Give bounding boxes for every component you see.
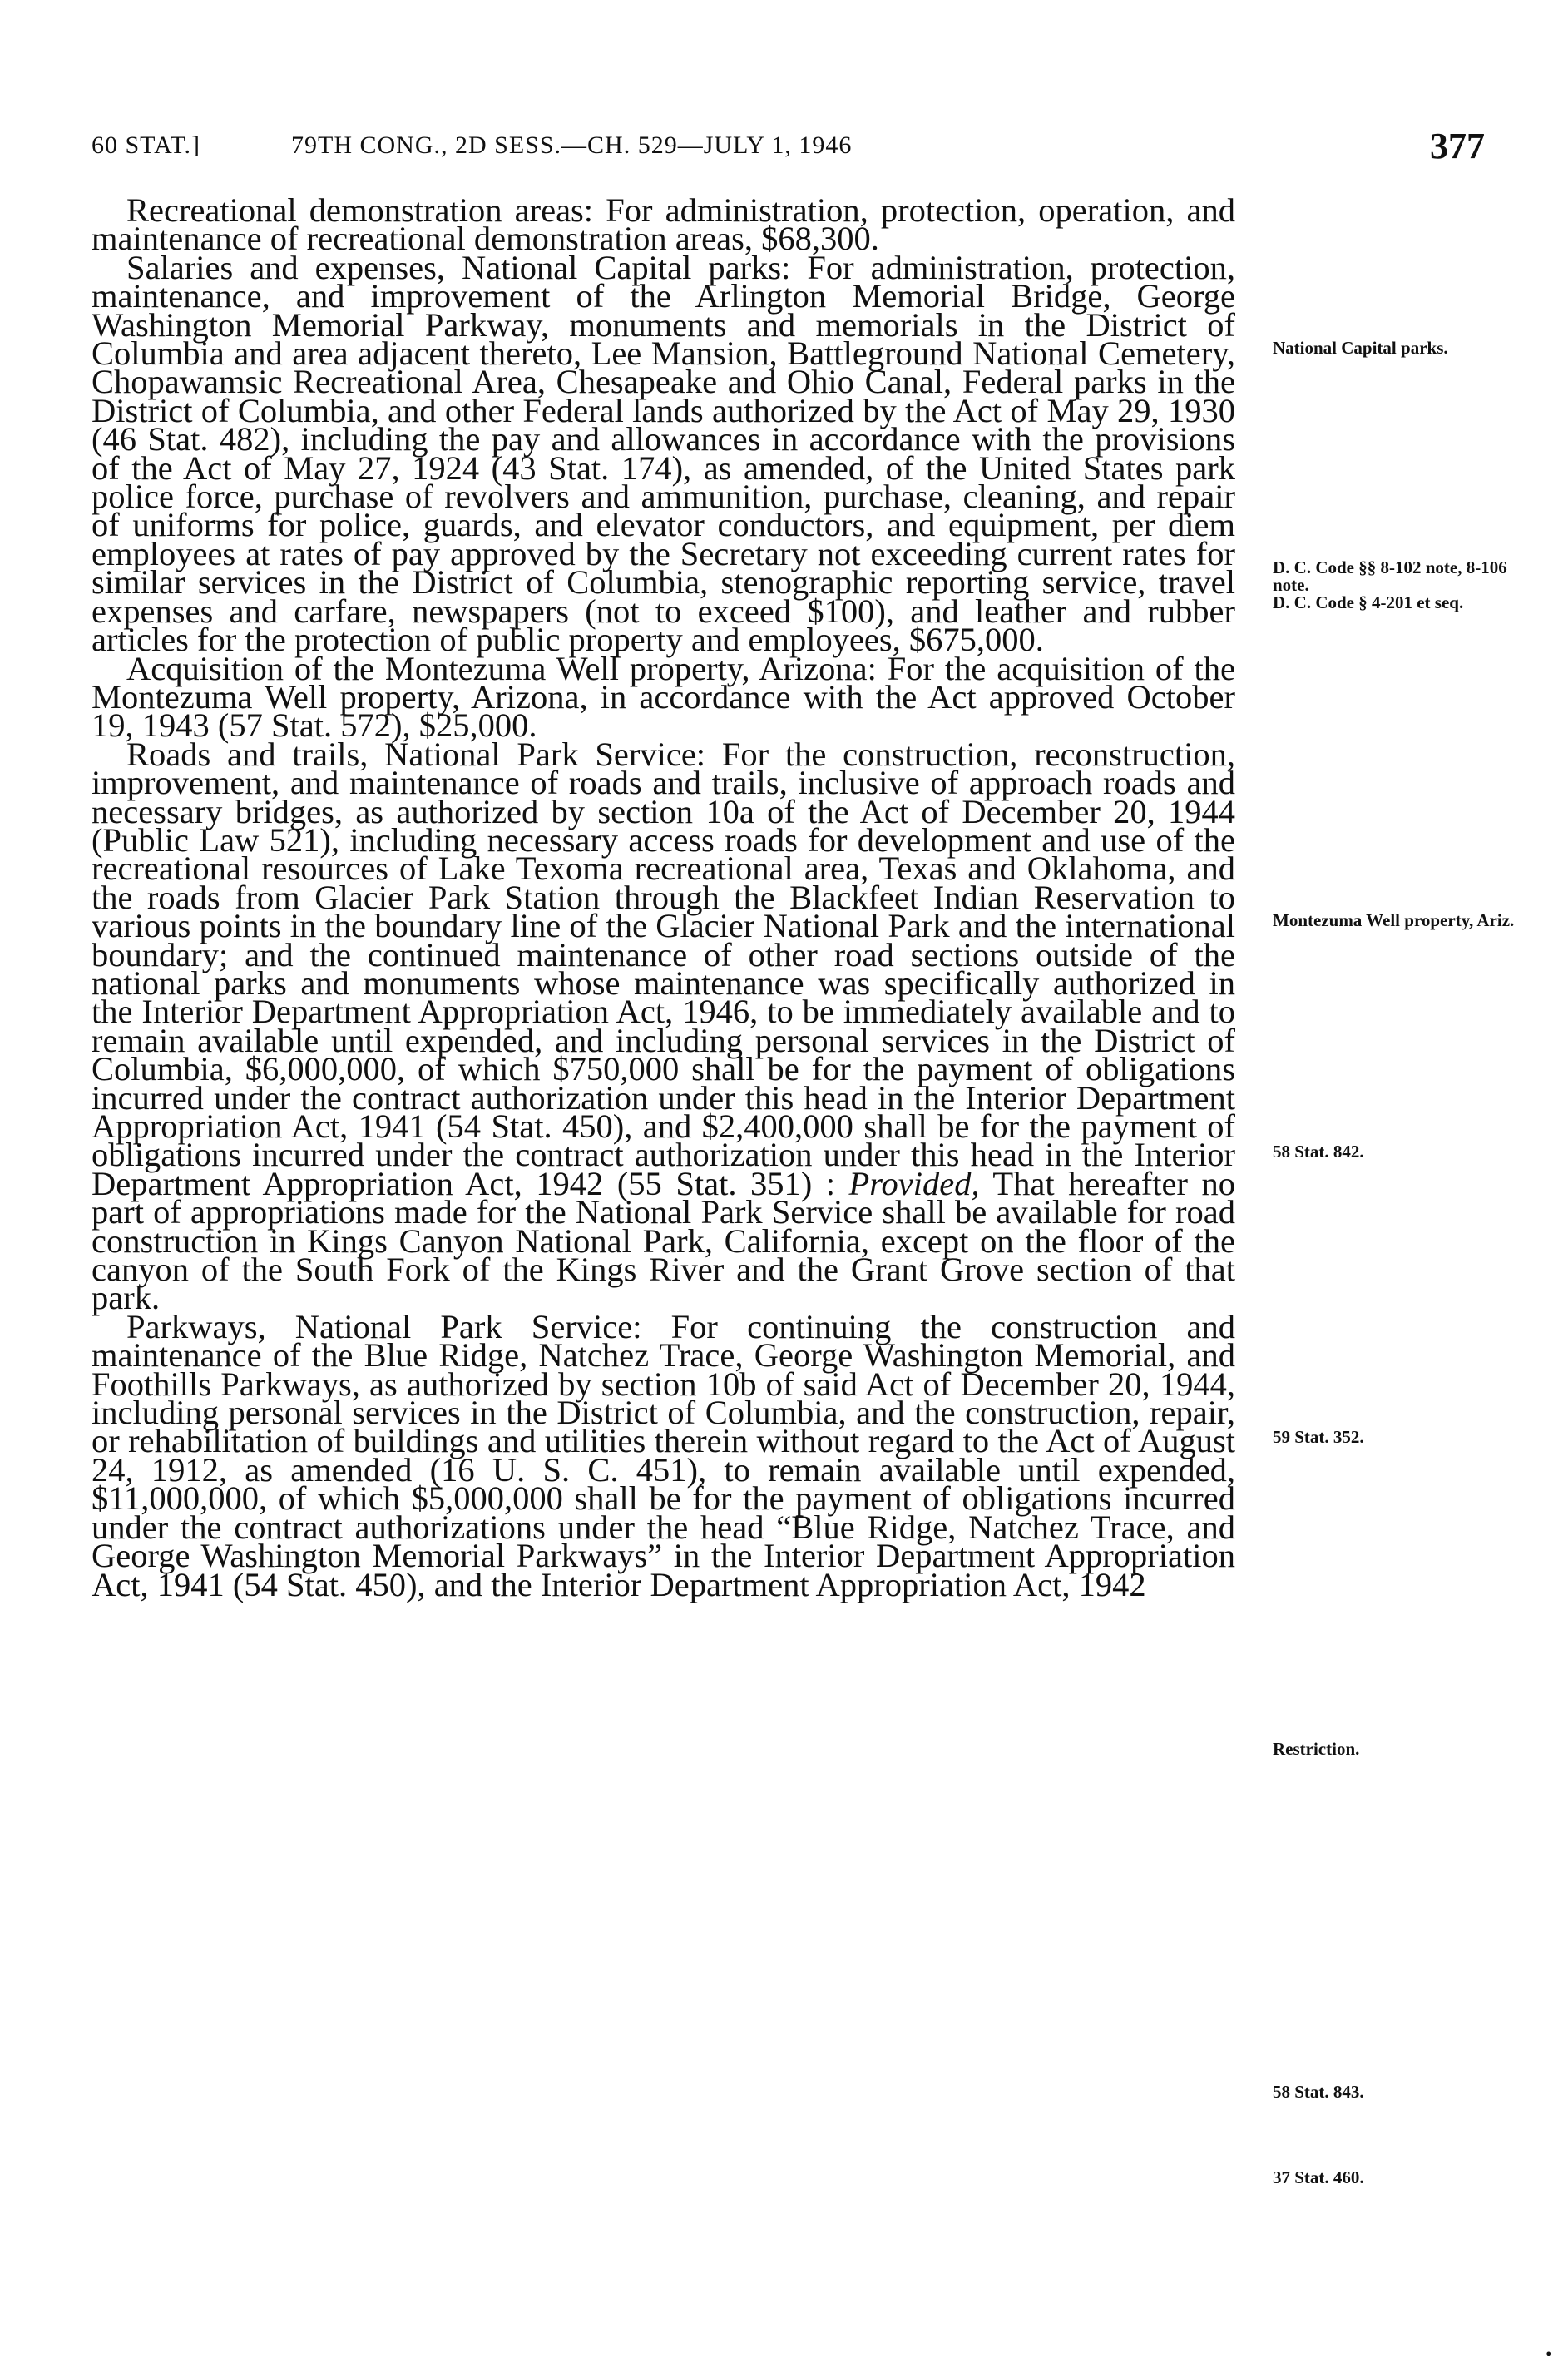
- page-edge-mark: •: [1545, 2346, 1553, 2362]
- statute-text: [92, 191, 1236, 1603]
- margin-note-58-stat-843: 58 Stat. 843.: [1273, 2082, 1364, 2102]
- running-header: [92, 125, 1485, 175]
- volume-citation: 60 STAT.]: [92, 131, 201, 159]
- margin-note-58-stat-842: 58 Stat. 842.: [1273, 1142, 1364, 1162]
- page-number: 377: [1430, 126, 1485, 166]
- margin-note-dc-code: D. C. Code §§ 8-102 note, 8-106 note. D. C. Code § 4-201 et seq.: [1273, 557, 1507, 612]
- paragraph-recreational-areas: Recreational demonstration areas: For administration, protection, operation, and maintenance of recreational demonstration areas, $68,300.: [92, 191, 1235, 258]
- paragraph-roads-and-trails-tail: That hereafter no part of appropriations made for the National Park Service shall be available for road construction in Kings Canyon National Park, California, except on the floor of the canyon of the South Fork of the Kings River and the Grant Grove section of that park.: [92, 1164, 1236, 1317]
- paragraph-parkways: Parkways, National Park Service: For continuing the construction and maintenance of the Blue Ridge, Natchez Trace, George Washington Memorial, and Foothills Parkways, as authorized by section 10b of said Act of December 20, 1944, including personal services in the District of Columbia, and the construction, repair, or rehabilitation of buildings and utilities therein without regard to the Act of August 24, 1912, as amended (16 U. S. C. 451), to remain available until expended, $11,000,000, of which $5,000,000 shall be for the payment of obligations incurred under the contract authorizations under the head “Blue Ridge, Natchez Trace, and George Washington Memorial Parkways” in the Interior Department Appropriation Act, 1941 (54 Stat. 450), and the Interior Department Appropriation Act, 1942: [92, 1307, 1235, 1603]
- margin-note-37-stat-460: 37 Stat. 460.: [1273, 2167, 1364, 2187]
- margin-note-restriction: Restriction.: [1273, 1739, 1360, 1759]
- session-line: 79TH CONG., 2D SESS.—CH. 529—JULY 1, 1946: [291, 131, 853, 159]
- paragraph-roads-and-trails-text: Roads and trails, National Park Service: For the construction, reconstruction, improvement, and maintenance of roads and trails, inclusive of approach roads and necessary bridges, as authorized by section 10a of the Act of December 20, 1944 (Public Law 521), including necessary access roads for development and use of the recreational resources of Lake Texoma recreational area, Texas and Oklahoma, and the roads from Glacier Park Station through the Blackfeet Indian Reservation to various points in the boundary line of the Glacier National Park and the international boundary; and the continued maintenance of other road sections outside of the national parks and monuments whose maintenance was specifically authorized in the Interior Department Appropriation Act, 1946, to be immediately available and to remain available until expended, and including personal services in the District of Columbia, $6,000,000, of which $750,000 shall be for the payment of obligations incurred under the contract authorization under this head in the Interior Department Appropriation Act, 1941 (54 Stat. 450), and $2,400,000 shall be for the payment of obligations incurred under the contract authorization under this head in the Interior Department Appropriation Act, 1942 (55 Stat. 351) :: [92, 735, 1235, 1202]
- paragraph-national-capital-parks: Salaries and expenses, National Capital parks: For administration, protection, maintenance, and improvement of the Arlington Memorial Bridge, George Washington Memorial Parkway, monuments and memorials in the District of Columbia and area adjacent thereto, Lee Mansion, Battleground National Cemetery, Chopawamsic Recreational Area, Chesapeake and Ohio Canal, Federal parks in the District of Columbia, and other Federal lands authorized by the Act of May 29, 1930 (46 Stat. 482), including the pay and allowances in accordance with the provisions of the Act of May 27, 1924 (43 Stat. 174), as amended, of the United States park police force, purchase of revolvers and ammunition, purchase, cleaning, and repair of uniforms for police, guards, and elevator conductors, and equipment, per diem employees at rates of pay approved by the Secretary not exceeding current rates for similar services in the District of Columbia, stenographic reporting service, travel expenses and carfare, newspapers (not to exceed $100), and leather and rubber articles for the protection of public property and employees, $675,000.: [92, 248, 1235, 659]
- margin-note-montezuma-well: Montezuma Well property, Ariz.: [1273, 910, 1515, 930]
- provided-clause: Provided,: [848, 1164, 980, 1202]
- margin-note-59-stat-352: 59 Stat. 352.: [1273, 1427, 1364, 1447]
- paragraph-montezuma-well: Acquisition of the Montezuma Well property, Arizona: For the acquisition of the Montezuma Well property, Arizona, in accordance with the Act approved October 19, 1943 (57 Stat. 572), $25,000.: [92, 649, 1235, 745]
- margin-note-national-capital-parks: National Capital parks.: [1273, 338, 1448, 358]
- paragraph-roads-and-trails: [92, 735, 1236, 1317]
